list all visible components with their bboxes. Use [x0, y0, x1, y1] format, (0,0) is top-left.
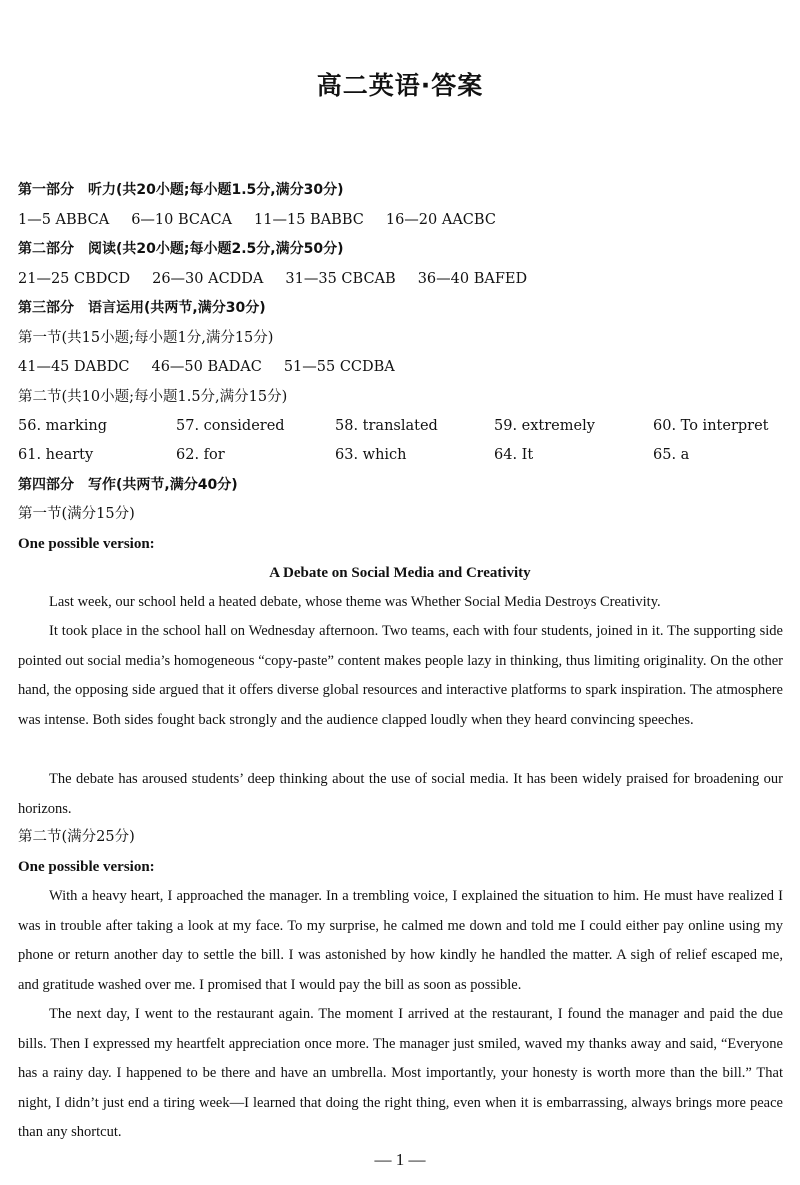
answer-key: 31—35 CBCAB	[285, 271, 396, 287]
page-title: 高二英语·答案	[316, 71, 484, 100]
answer-key: 11—15 BABBC	[254, 212, 364, 228]
part4-heading: 第四部分 写作(共两节,满分40分)	[18, 477, 238, 493]
answer-59: 59. extremely	[494, 418, 595, 434]
answer-key: 46—50 BADAC	[151, 359, 262, 375]
answer-61: 61. hearty	[18, 447, 94, 463]
version-label: One possible version:	[18, 859, 155, 875]
answer-key: 51—55 CCDBA	[283, 359, 395, 375]
essay-title: A Debate on Social Media and Creativity	[269, 565, 531, 581]
essay2-paragraph: With a heavy heart, I approached the manager. In a trembling voice, I explained the situation to him. He must have realized I was in trouble after taking a look at my face. To my surprise, he calmed me down and told me I could either pay online using my phone or return another day to settle the bill. I was astonished by how kindly he handled the matter. A sigh of relief escaped me, and gratitude washed over me. I promised that I would pay the bill as soon as possible.	[18, 888, 783, 993]
answer-60: 60. To interpret	[653, 418, 769, 434]
part3-section1-keys	[18, 357, 417, 377]
answer-key: 21—25 CBDCD	[18, 271, 131, 287]
part3-heading: 第三部分 语言运用(共两节,满分30分)	[18, 300, 266, 316]
answer-57: 57. considered	[176, 418, 285, 434]
answer-key: 26—30 ACDDA	[152, 271, 264, 287]
part3-section1-heading: 第一节(共15小题;每小题1分,满分15分)	[18, 330, 274, 346]
answer-63: 63. which	[335, 447, 407, 463]
essay1-paragraph: It took place in the school hall on Wednesday afternoon. Two teams, each with four students, joined in it. The supporting side pointed out social media’s homogeneous “copy-paste” content makes people lazy in thinking, thus limiting originality. On the other hand, the opposing side argued that it offers diverse global resources and interactive platforms to spark inspiration. The atmosphere was intense. Both sides fought back strongly and the audience clapped loudly when they heard convincing speeches.	[18, 623, 783, 728]
part2-keys	[18, 269, 549, 289]
part1-heading: 第一部分 听力(共20小题;每小题1.5分,满分30分)	[18, 182, 344, 198]
part4-section2-heading: 第二节(满分25分)	[18, 829, 135, 845]
answer-key: 36—40 BAFED	[417, 271, 528, 287]
answer-key: 16—20 AACBC	[385, 212, 496, 228]
part1-keys	[18, 210, 518, 230]
answer-key: 1—5 ABBCA	[18, 212, 110, 228]
page-number: — 1 —	[374, 1150, 426, 1169]
answer-58: 58. translated	[335, 418, 438, 434]
answer-64: 64. It	[494, 447, 534, 463]
answer-62: 62. for	[176, 447, 225, 463]
part3-section2-heading: 第二节(共10小题;每小题1.5分,满分15分)	[18, 389, 288, 405]
essay1-paragraph: The debate has aroused students’ deep thinking about the use of social media. It has been widely praised for broadening our horizons.	[18, 771, 783, 817]
answer-56: 56. marking	[18, 418, 108, 434]
essay2-paragraph: The next day, I went to the restaurant again. The moment I arrived at the restaurant, I found the manager and paid the due bills. Then I expressed my heartfelt appreciation once more. The manager just smiled, waved my thanks away and said, “Everyone has a rainy day. I happened to be there and have an umbrella. Most importantly, your honesty is worth more than the bill.” That night, I didn’t just end a tiring week—I learned that doing the right thing, even when it is embarrassing, always brings more peace than any shortcut.	[18, 1006, 783, 1140]
version-label: One possible version:	[18, 536, 155, 552]
answer-65: 65. a	[653, 447, 690, 463]
part4-section1-heading: 第一节(满分15分)	[18, 506, 135, 522]
answer-key: 6—10 BCACA	[131, 212, 233, 228]
part2-heading: 第二部分 阅读(共20小题;每小题2.5分,满分50分)	[18, 241, 344, 257]
essay1-paragraph: Last week, our school held a heated debate, whose theme was Whether Social Media Destroys Creativity.	[49, 594, 661, 610]
answer-key: 41—45 DABDC	[18, 359, 130, 375]
